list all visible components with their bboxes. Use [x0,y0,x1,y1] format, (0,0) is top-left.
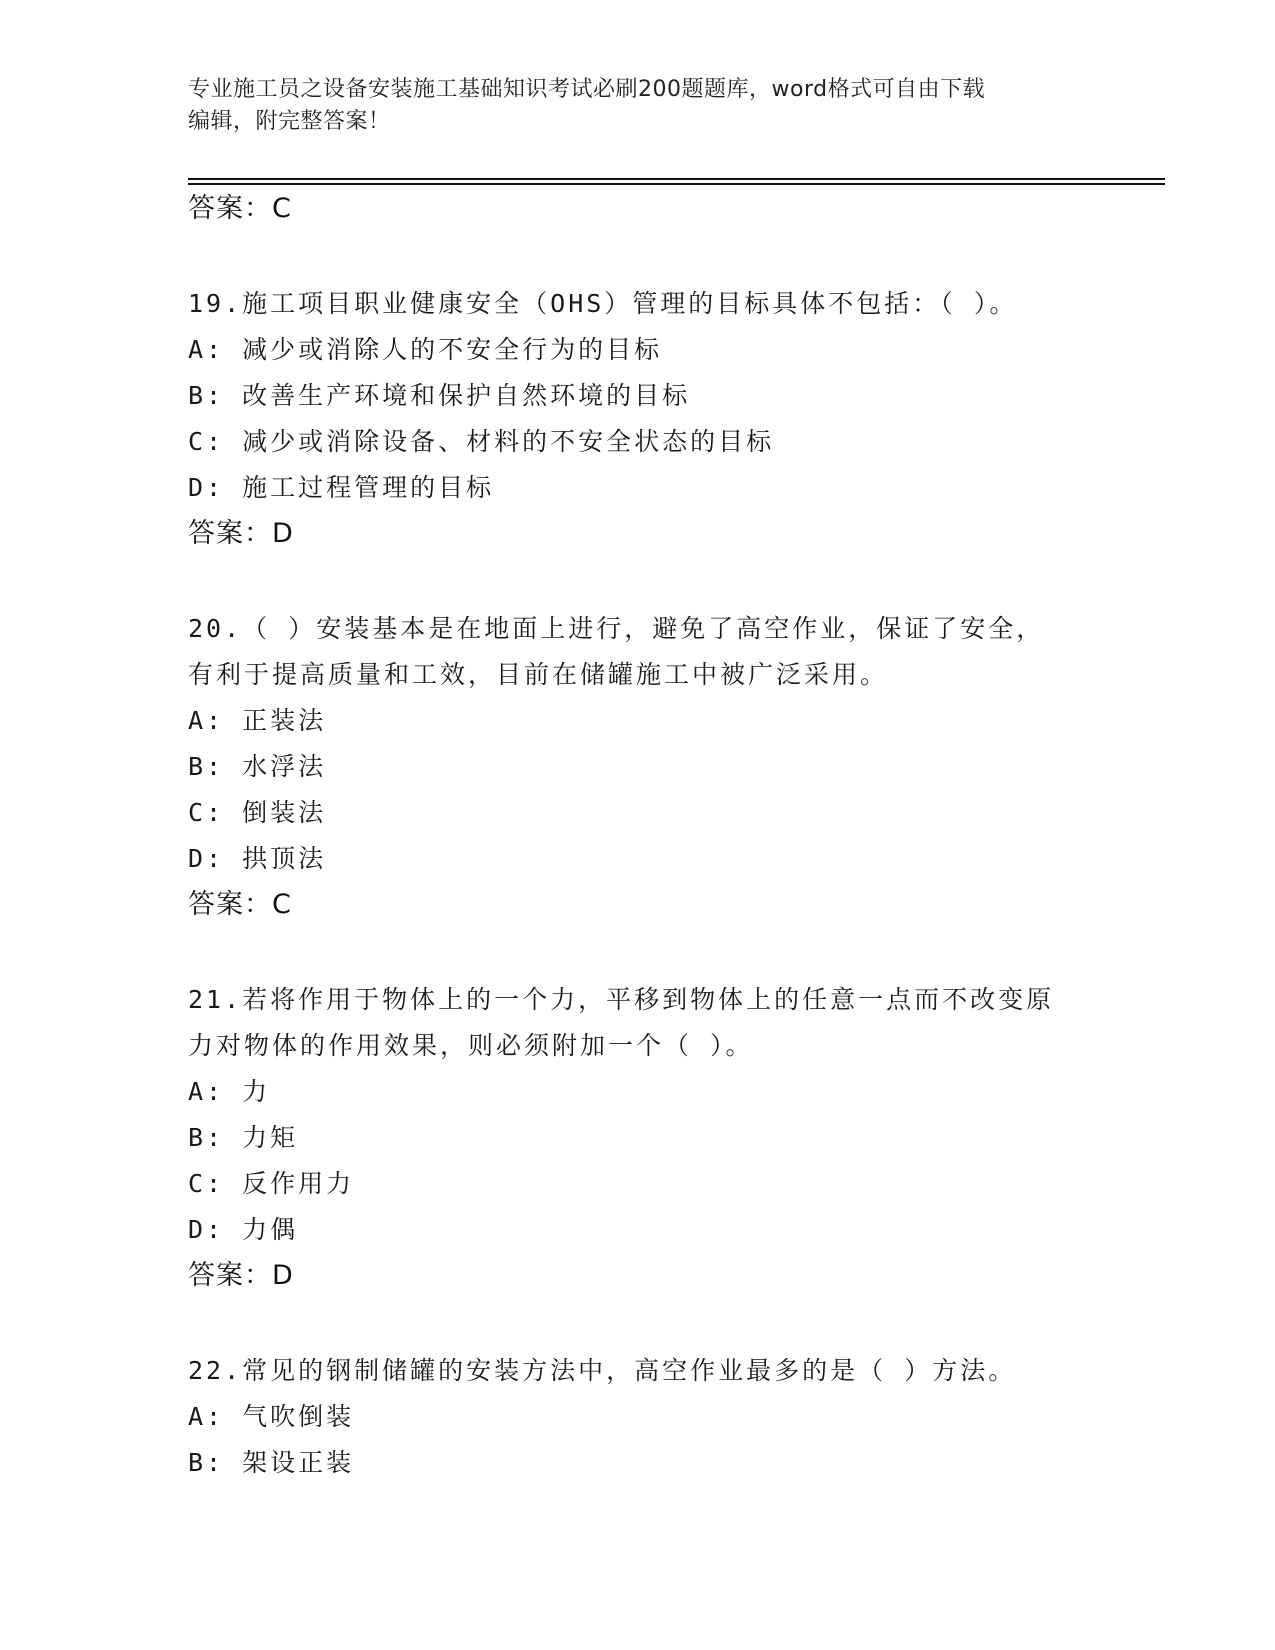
option-a: A: 减少或消除人的不安全行为的目标 [188,335,663,364]
question-stem: 19.施工项目职业健康安全（OHS）管理的目标具体不包括：（ ）。 [188,289,1018,318]
option-d: D: 力偶 [188,1215,299,1244]
answer: 答案：D [188,1260,294,1291]
option-b: B: 水浮法 [188,752,327,781]
question-20 [188,606,1148,928]
spacer [188,928,1148,977]
spacer [188,557,1148,606]
header-divider-bottom [188,183,1165,185]
previous-answer: 答案：C [188,193,292,224]
answer: 答案：D [188,518,294,549]
question-stem-continued: 力对物体的作用效果，则必须附加一个（ ）。 [188,1031,754,1060]
option-b: B: 改善生产环境和保护自然环境的目标 [188,381,691,410]
option-a: A: 正装法 [188,706,327,735]
option-d: D: 拱顶法 [188,844,327,873]
option-c: C: 减少或消除设备、材料的不安全状态的目标 [188,427,775,456]
question-21 [188,977,1148,1299]
question-stem: 20.（ ）安装基本是在地面上进行，避免了高空作业，保证了安全， [188,614,1045,643]
question-19 [188,281,1148,557]
option-d: D: 施工过程管理的目标 [188,473,495,502]
option-a: A: 力 [188,1077,271,1106]
header-divider-top [188,178,1165,180]
option-c: C: 反作用力 [188,1169,355,1198]
header-title-line-1: 专业施工员之设备安装施工基础知识考试必刷200题题库，word格式可自由下载 [188,77,986,102]
spacer [188,232,1148,281]
option-c: C: 倒装法 [188,798,327,827]
answer: 答案：C [188,889,292,920]
option-b: B: 架设正装 [188,1448,355,1477]
question-stem-continued: 有利于提高质量和工效，目前在储罐施工中被广泛采用。 [188,660,889,689]
spacer [188,1299,1148,1348]
header-title-line-2: 编辑，附完整答案！ [188,109,391,134]
document-header [188,74,1088,138]
question-stem: 21.若将作用于物体上的一个力，平移到物体上的任意一点而不改变原 [188,985,1055,1014]
option-a: A: 气吹倒装 [188,1402,355,1431]
question-stem: 22.常见的钢制储罐的安装方法中，高空作业最多的是（ ）方法。 [188,1356,1017,1385]
question-22 [188,1348,1148,1486]
question-list [188,186,1148,1486]
option-b: B: 力矩 [188,1123,299,1152]
